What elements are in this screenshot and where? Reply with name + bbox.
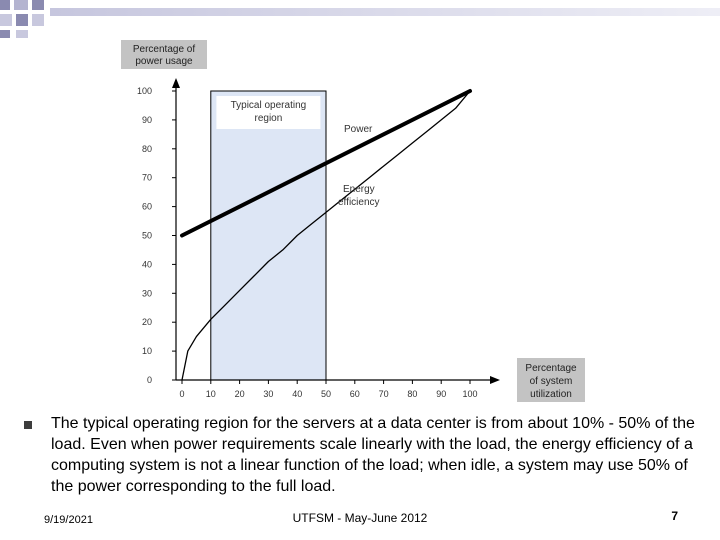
chart-layer — [121, 40, 585, 402]
x-tick-label: 20 — [234, 389, 245, 399]
y-tick-label: 70 — [141, 172, 152, 183]
y-tick-label: 80 — [141, 143, 152, 154]
x-tick-label: 60 — [349, 389, 360, 399]
y-tick-label: 0 — [146, 375, 152, 385]
x-tick-label: 10 — [205, 389, 216, 399]
x-axis-label: utilization — [530, 389, 572, 400]
y-axis-arrow — [172, 78, 180, 88]
y-tick-label: 60 — [141, 201, 152, 212]
y-axis-label: power usage — [135, 56, 193, 67]
y-tick-label: 90 — [141, 114, 152, 125]
x-tick-label: 90 — [436, 389, 447, 399]
x-axis-label: of system — [529, 376, 573, 387]
bullet-text: The typical operating region for the servers at a data center is from about 10% - 50% of the load. Even when power requirements scale linearly with the load, the energy efficiency of a computing system is not a linear function of the load; when idle, a system may use 50% of the power corresponding to the full load. — [51, 415, 695, 495]
bullet-square-icon — [24, 421, 32, 429]
y-axis-label: Percentage of — [132, 44, 196, 55]
page-number: 7 — [671, 509, 678, 523]
x-tick-label: 0 — [179, 389, 185, 399]
energy-efficiency-series-label: efficiency — [338, 197, 380, 208]
x-tick-label: 70 — [378, 389, 389, 399]
x-tick-label: 30 — [263, 389, 274, 399]
x-axis-arrow — [490, 376, 500, 384]
y-tick-label: 50 — [141, 230, 152, 241]
y-tick-label: 20 — [141, 317, 152, 328]
x-tick-label: 50 — [320, 389, 332, 399]
x-axis-label: Percentage — [525, 363, 577, 374]
y-tick-label: 40 — [141, 259, 152, 270]
energy-efficiency-series-label: Energy — [343, 184, 375, 195]
y-tick-label: 10 — [141, 346, 152, 357]
power-series-label: Power — [344, 124, 373, 135]
footer-title: UTFSM - May-June 2012 — [292, 511, 428, 525]
y-tick-label: 30 — [141, 288, 152, 299]
footer-date: 9/19/2021 — [44, 514, 93, 526]
x-tick-label: 80 — [407, 389, 418, 399]
operating-region-label: Typical operating — [230, 100, 307, 111]
x-tick-label: 100 — [462, 389, 478, 399]
y-tick-label: 100 — [136, 86, 152, 96]
x-tick-label: 40 — [292, 389, 303, 399]
operating-region — [211, 91, 326, 380]
operating-region-label: region — [254, 113, 283, 124]
